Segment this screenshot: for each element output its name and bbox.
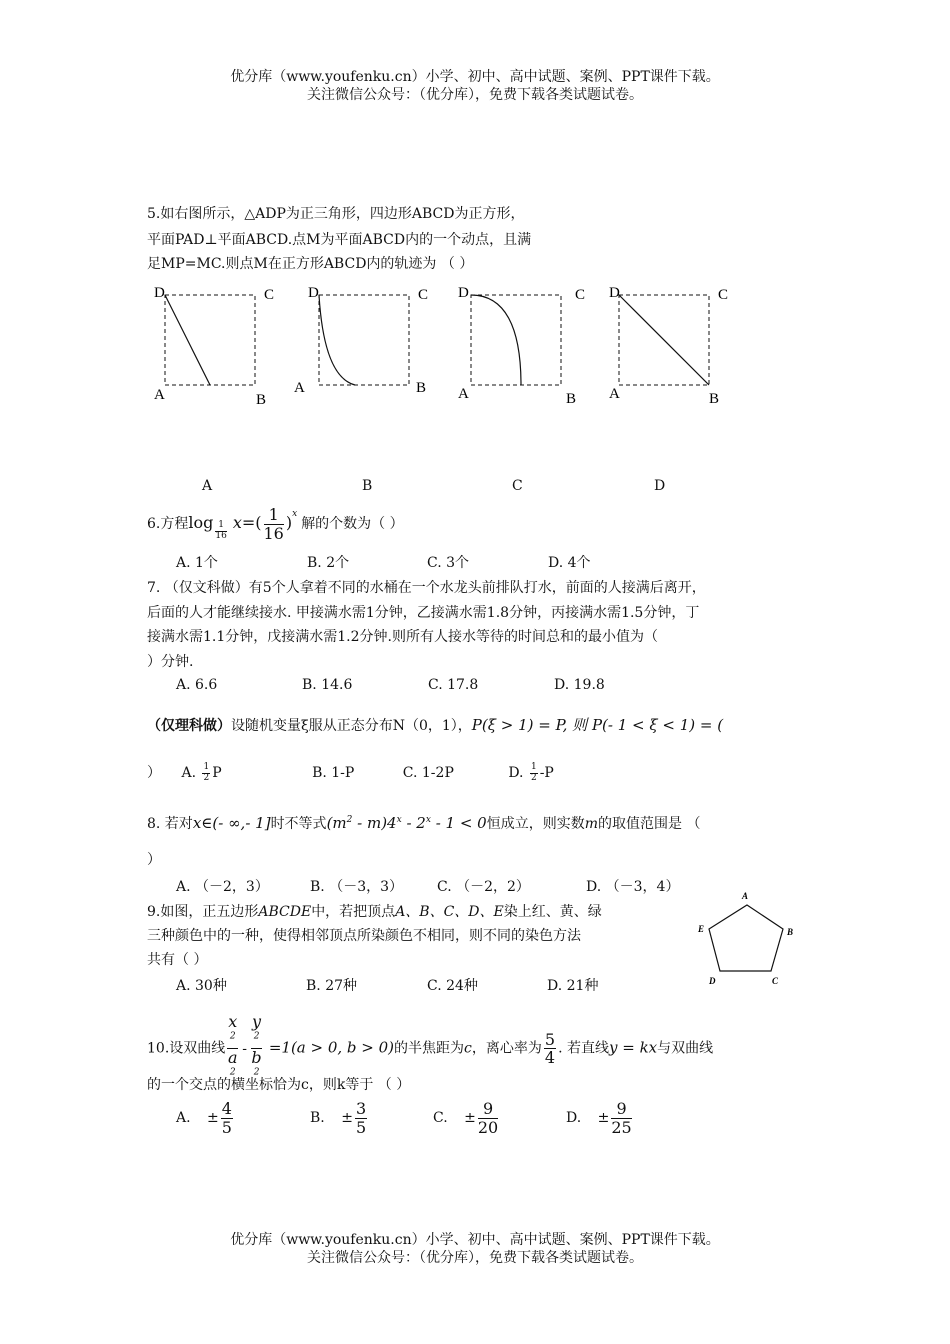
figure-b-label-b: B — [416, 380, 427, 396]
q8-tail: 恒成立，则实数 — [486, 816, 585, 832]
figure-d-label-c: C — [718, 287, 729, 303]
figure-d-label-b: B — [709, 391, 720, 407]
q10-mid3: . 若直线 — [558, 1040, 609, 1057]
q6-eq: =( — [241, 513, 262, 533]
q7-option-a: A. 6.6 — [176, 677, 218, 693]
q5-figures — [150, 282, 750, 412]
q10-mid2: ，离心率为 — [471, 1040, 542, 1057]
q5-option-a: A — [202, 478, 213, 494]
q7b-option-b: B. 1-P — [312, 765, 355, 781]
q9-line-1: 9.如图，正五边形ABCDE中，若把顶点A、B、C、D、E染上红、黄、绿 — [147, 904, 602, 920]
figure-c-label-c: C — [575, 287, 586, 303]
figure-a-label-d: D — [154, 285, 165, 301]
q8-m: m — [584, 816, 598, 832]
q6-close: ) — [285, 513, 293, 533]
q10-line-eq: y = kx — [608, 1038, 658, 1057]
q10-eccentricity: $\frac{5}{4}$ — [544, 1029, 556, 1068]
header-line-1: 优分库（www.youfenku.cn）小学、初中、高中试题、案例、PPT课件下载。 — [230, 69, 720, 85]
q6-option-c: C. 3个 — [427, 555, 470, 571]
q7b-formula: P(ξ > 1) = P, 则 P(- 1 < ξ < 1) = ( — [471, 716, 724, 734]
q7-line-3: 接满水需1.1分钟，戊接满水需1.2分钟.则所有人接水等待的时间总和的最小值为（ — [147, 629, 658, 645]
figure-d — [609, 285, 728, 407]
footer-line-1: 优分库（www.youfenku.cn）小学、初中、高中试题、案例、PPT课件下载。 — [230, 1232, 720, 1248]
q6-suffix: 解的个数为（ ） — [301, 516, 404, 533]
figure-c-label-a: A — [458, 386, 469, 402]
figure-b-path — [319, 295, 355, 385]
q10-mid: 的半焦距为 — [394, 1040, 465, 1057]
figure-d-path — [619, 295, 709, 385]
q9-option-a: A. 30种 — [176, 978, 227, 994]
q7-line-1: 7. （仅文科做）有5个人拿着不同的水桶在一个水龙头前排队打水，前面的人接满后离开， — [147, 580, 706, 596]
figure-c-label-b: B — [566, 391, 577, 407]
q10-option-c: C. ± $\frac{9}{20}$ — [433, 1099, 499, 1137]
q5-option-d: D — [654, 478, 666, 494]
q9-pentagon-figure — [695, 888, 805, 990]
q5-line-2: 平面PAD⊥平面ABCD.点M为平面ABCD内的一个动点，且满 — [147, 232, 532, 248]
q8-option-a: A. （－2，3） — [176, 879, 269, 895]
q6-log-base: $\frac{1}{16}$ — [215, 520, 227, 542]
q10-prefix: 10.设双曲线 — [147, 1040, 226, 1057]
q5-line-1: 5.如右图所示，△ADP为正三角形，四边形ABCD为正方形， — [147, 206, 525, 222]
q7b-tag: （仅理科做） — [147, 718, 231, 734]
q6-option-a: A. 1个 — [176, 555, 218, 571]
pentagon-label-d: D — [709, 976, 716, 986]
pentagon-label-c: C — [772, 976, 779, 986]
q9-line-3: 共有（ ） — [147, 952, 208, 968]
figure-a — [154, 285, 274, 408]
figure-d-label-a: A — [609, 386, 620, 402]
q6-exp: x — [292, 509, 298, 520]
q8-prefix: 8. 若对 — [147, 816, 193, 832]
q8-inequality: $(m^2 - m)4^x - 2^x - 1 < 0$ — [326, 814, 487, 832]
q8-stem — [147, 813, 700, 833]
q10-c: c — [464, 1040, 472, 1057]
q10-eq: =1(a > 0, b > 0) — [264, 1038, 395, 1057]
q5-option-c: C — [512, 478, 523, 494]
q7b-text: 设随机变量ξ服从正态分布N（0，1）， — [231, 718, 472, 734]
q10-y-fraction: y $^2$ b $^2$ — [251, 1012, 262, 1078]
q9-option-d: D. 21种 — [547, 978, 599, 994]
q5-option-b: B — [362, 478, 373, 494]
figure-a-label-a: A — [154, 387, 165, 403]
figure-b-label-d: D — [308, 285, 319, 301]
header-line-2: 关注微信公众号：（优分库），免费下载各类试题试卷。 — [307, 87, 643, 103]
figure-b — [294, 285, 428, 396]
q9-option-c: C. 24种 — [427, 978, 478, 994]
figure-a-path — [165, 295, 210, 385]
q7b-option-d-p: -P — [539, 765, 554, 781]
q6-option-b: B. 2个 — [307, 555, 350, 571]
q6-var: x — [232, 513, 242, 533]
q7b-option-c: C. 1-2P — [402, 765, 454, 781]
pentagon-label-b: B — [787, 927, 794, 937]
q7b-option-a-p: P — [212, 765, 222, 781]
q7b-option-d-half: $\frac{1}{2}$ — [530, 761, 537, 783]
q10-stem: 10.设双曲线 x $^2$ a $^2$ - y $^2$ b $^2$ =1(a > 0, b > 0)的半焦距为c，离心率为 $\frac{5}{4}$ . 若直线y = kx与双曲线 — [147, 1013, 713, 1084]
figure-d-label-d: D — [609, 285, 620, 301]
q7b-option-d-label: D. — [508, 765, 524, 781]
figure-c — [458, 285, 585, 407]
q7b-option-a-label: A. — [181, 765, 197, 781]
figure-c-label-d: D — [458, 285, 469, 301]
pentagon-shape — [709, 905, 783, 971]
q7-line-2: 后面的人才能继续接水. 甲接满水需1分钟，乙接满水需1.8分钟，丙接满水需1.5分钟，丁 — [147, 605, 700, 621]
q7-option-b: B. 14.6 — [302, 677, 353, 693]
footer-line-2: 关注微信公众号：（优分库），免费下载各类试题试卷。 — [307, 1250, 643, 1266]
figure-b-label-c: C — [418, 287, 429, 303]
figure-a-label-b: B — [256, 392, 267, 408]
q6-option-d: D. 4个 — [548, 555, 591, 571]
q7-line-4: ）分钟. — [147, 654, 194, 670]
q6-prefix: 6.方程 — [147, 516, 189, 533]
figure-a-square — [165, 295, 255, 385]
figure-a-label-c: C — [264, 287, 275, 303]
pentagon-label-e: E — [698, 924, 705, 934]
q8-mid: 时不等式 — [270, 816, 327, 832]
q9-line-2: 三种颜色中的一种，使得相邻顶点所染颜色不相同，则不同的染色方法 — [147, 928, 581, 944]
q8-option-d: D. （－3，4） — [586, 879, 680, 895]
q6-fraction: $\frac{1}{16}$ — [263, 505, 284, 543]
figure-c-path — [471, 295, 521, 385]
q8-option-b: B. （－3，3） — [310, 879, 404, 895]
q8-option-c: C. （－2，2） — [437, 879, 530, 895]
q5-line-3: 足MP=MC.则点M在正方形ABCD内的轨迹为 （ ） — [147, 256, 474, 272]
q6-log: log — [188, 513, 214, 533]
figure-b-square — [319, 295, 409, 385]
q10-mid4: 与双曲线 — [657, 1040, 714, 1057]
q10-line-2: 的一个交点的横坐标恰为c，则k等于 （ ） — [147, 1077, 411, 1093]
q7b-options — [147, 762, 554, 783]
q10-option-d: D. ± $\frac{9}{25}$ — [566, 1099, 632, 1137]
q8-close: ） — [147, 852, 161, 868]
q8-tail2: 的取值范围是 （ — [598, 816, 701, 832]
figure-b-label-a: A — [294, 380, 305, 396]
q7b-option-a-half: $\frac{1}{2}$ — [203, 761, 210, 783]
q7-option-c: C. 17.8 — [428, 677, 479, 693]
q8-cond: x∈(- ∞,- 1] — [192, 814, 271, 832]
q7b-stem — [147, 714, 723, 735]
figure-c-square — [471, 295, 561, 385]
pentagon-label-a: A — [742, 891, 749, 901]
q10-x-fraction: x $^2$ a $^2$ — [228, 1012, 238, 1078]
q7b-close: ） — [147, 765, 161, 781]
q10-option-b: B. ± $\frac{3}{5}$ — [310, 1099, 367, 1137]
q10-option-a: A. ± $\frac{4}{5}$ — [176, 1099, 232, 1137]
q9-option-b: B. 27种 — [306, 978, 358, 994]
q6-stem — [147, 506, 404, 542]
q7-option-d: D. 19.8 — [554, 677, 605, 693]
